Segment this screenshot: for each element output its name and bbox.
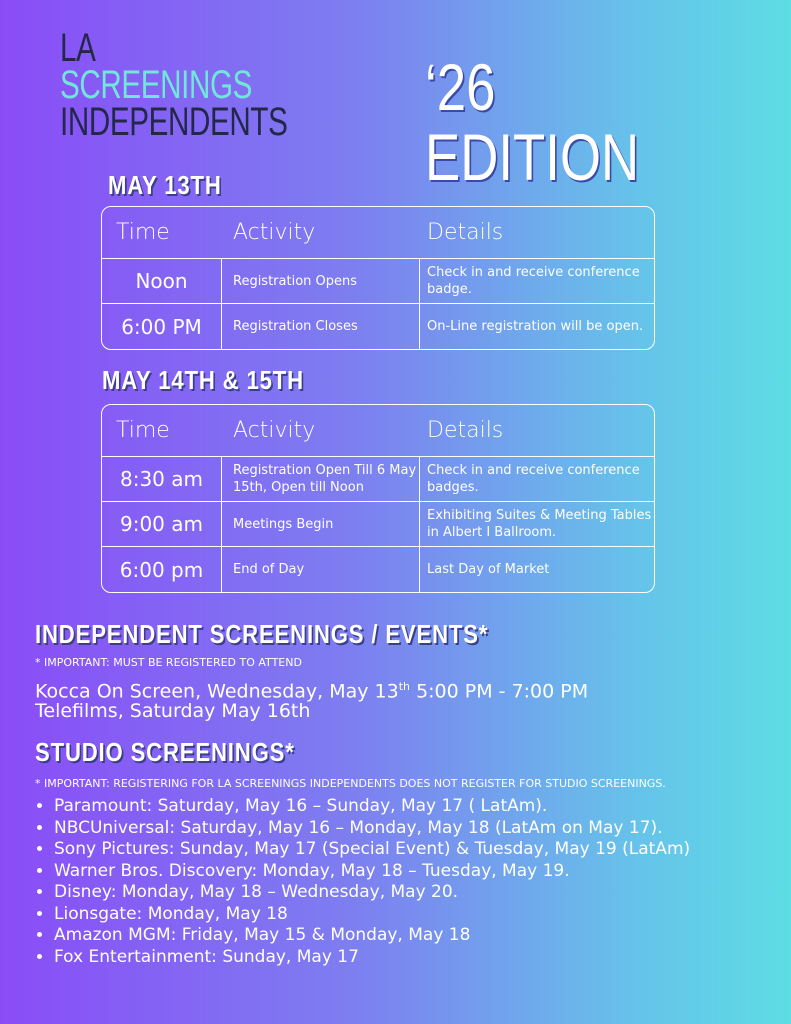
table-row: [102, 259, 654, 304]
list-item: • Paramount: Saturday, May 16 – Sunday, May 17 ( LatAm).: [54, 796, 690, 818]
table-row: [102, 457, 654, 502]
event-kocca-time: 5:00 PM - 7:00 PM: [410, 680, 589, 703]
table-row: [102, 502, 654, 547]
logo-line-3: INDEPENDENTS: [60, 100, 288, 144]
header-activity: Activity: [222, 207, 420, 259]
day1-heading: MAY 13TH: [108, 170, 222, 200]
table-header-row: [102, 405, 654, 457]
row-details: Check in and receive conference badges.: [420, 457, 654, 502]
row-details: Last Day of Market: [427, 562, 550, 577]
header-details: Details: [420, 405, 654, 457]
studio-note: * IMPORTANT: REGISTERING FOR LA SCREENINGS INDEPENDENTS DOES NOT REGISTER FOR STUDIO SCREENINGS.: [35, 777, 666, 790]
list-item: • Amazon MGM: Friday, May 15 & Monday, May 18: [54, 925, 690, 947]
row-activity: Registration Opens: [222, 259, 420, 304]
logo-line-1: LA: [60, 26, 96, 70]
day1-schedule-table: [101, 206, 655, 350]
event-kocca-text: Kocca On Screen, Wednesday, May 13: [35, 680, 399, 703]
table-header-row: [102, 207, 654, 259]
header-time: Time: [102, 207, 222, 259]
independent-note: * IMPORTANT: MUST BE REGISTERED TO ATTEND: [35, 656, 302, 669]
list-item: • Fox Entertainment: Sunday, May 17: [54, 947, 690, 969]
row-time: Noon: [102, 259, 222, 304]
list-item: • NBCUniversal: Saturday, May 16 – Monday, May 18 (LatAm on May 17).: [54, 818, 690, 840]
row-time: 8:30 am: [102, 457, 222, 502]
row-activity: Registration Open Till 6 May 15th, Open till Noon: [222, 457, 420, 502]
header-activity: Activity: [222, 405, 420, 457]
row-details: On-Line registration will be open.: [427, 319, 644, 334]
list-item: • Warner Bros. Discovery: Monday, May 18 – Tuesday, May 19.: [54, 861, 690, 883]
day2-heading: MAY 14TH & 15TH: [102, 365, 304, 395]
list-item: • Disney: Monday, May 18 – Wednesday, May 20.: [54, 882, 690, 904]
row-details: Exhibiting Suites & Meeting Tables in Albert I Ballroom.: [420, 502, 654, 547]
logo-line-2: SCREENINGS: [60, 63, 253, 107]
row-time: 9:00 am: [102, 502, 222, 547]
row-activity: Registration Closes: [222, 304, 420, 349]
day2-schedule-table: [101, 404, 655, 593]
list-item: • Sony Pictures: Sunday, May 17 (Special Event) & Tuesday, May 19 (LatAm): [54, 839, 690, 861]
logo: [60, 26, 367, 144]
table-row: [102, 304, 654, 349]
header-details: Details: [420, 207, 654, 259]
studio-list: [16, 796, 690, 968]
row-details: Check in and receive conference badge.: [420, 259, 654, 304]
row-time: 6:00 PM: [102, 304, 222, 349]
row-time: 6:00 pm: [102, 547, 222, 592]
studio-screenings-heading: STUDIO SCREENINGS*: [35, 737, 295, 767]
header-time: Time: [102, 405, 222, 457]
event-kocca-sup: th: [398, 680, 411, 693]
list-item: • Lionsgate: Monday, May 18: [54, 904, 690, 926]
row-activity: Meetings Begin: [222, 502, 420, 547]
event-telefilms: Telefilms, Saturday May 16th: [35, 700, 311, 722]
edition-title: ‘26 EDITION: [425, 50, 640, 194]
table-row: [102, 547, 654, 592]
independent-screenings-heading: INDEPENDENT SCREENINGS / EVENTS*: [35, 619, 489, 649]
row-activity: End of Day: [222, 547, 420, 592]
